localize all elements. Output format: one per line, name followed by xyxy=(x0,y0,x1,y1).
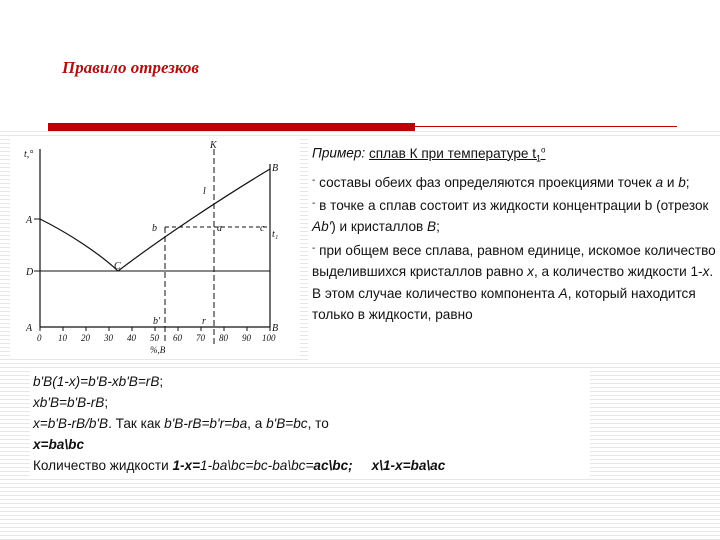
bullet-dash: - xyxy=(312,174,316,186)
conclusion-text: В этом случае количество компонента xyxy=(312,285,559,301)
formula-1 xyxy=(30,371,590,392)
x-tick-label: 60 xyxy=(173,333,182,343)
bullet-1-b: b xyxy=(678,174,686,190)
bullet-2-seg: Ab' xyxy=(312,219,332,235)
bullet-3-end: . xyxy=(709,264,714,280)
example-heading xyxy=(308,139,720,170)
bullet-3-x: x xyxy=(527,264,534,280)
formula-4 xyxy=(30,434,590,455)
bullet-2-mid: ) и кристаллов xyxy=(331,219,428,235)
x-tick-label: 30 xyxy=(104,333,113,343)
label-C: C xyxy=(114,261,121,272)
formula-2-expr: xb'B=b'B-rB xyxy=(33,395,105,410)
label-l: l xyxy=(203,186,206,197)
example-prefix: Пример: xyxy=(312,145,366,161)
conclusion-line xyxy=(308,283,720,326)
label-A-bottom: A xyxy=(26,323,33,334)
conclusion-A: A xyxy=(558,285,568,301)
bullet-1-text: составы обеих фаз определяются проекциями точек xyxy=(315,174,656,190)
formula-5 xyxy=(30,455,590,476)
formula-5-b: 1-ba\bc=bc-ba\bc= xyxy=(200,458,314,473)
x-unit-label: %,B xyxy=(150,345,166,355)
formula-3-e: , то xyxy=(307,416,329,431)
formula-5-label: Количество жидкости xyxy=(33,458,173,473)
formula-3-mid: . Так как xyxy=(108,416,165,431)
x-tick-label: 100 xyxy=(262,333,276,343)
slide-title: Правило отрезков xyxy=(62,58,199,77)
formula-3-c: , а xyxy=(247,416,267,431)
x-tick-label: 40 xyxy=(127,333,136,343)
label-a: a xyxy=(217,223,222,234)
formula-3-b: b'B-rB=b'r=ba xyxy=(164,416,248,431)
label-c: c xyxy=(260,223,265,234)
formula-5-d: x\1-x=ba\ac xyxy=(371,458,446,473)
label-r: r xyxy=(202,316,206,327)
title-accent-line xyxy=(415,126,677,127)
bullet-1-a: a xyxy=(655,174,664,190)
y-axis-label: t,° xyxy=(24,149,34,160)
label-A: A xyxy=(26,215,33,226)
example-heading-sup: o xyxy=(541,145,546,154)
bullet-dash: - xyxy=(312,198,316,210)
x-tick-label: 80 xyxy=(219,333,228,343)
label-B: B xyxy=(272,163,279,174)
x-tick-label: 70 xyxy=(196,333,205,343)
liquidus-right xyxy=(118,169,270,271)
formula-5-c: ac\bc; xyxy=(313,458,353,473)
bullet-3-mid: , а количество жидкости 1- xyxy=(533,264,703,280)
example-text-box xyxy=(308,139,720,361)
formula-5-gap xyxy=(353,458,372,473)
label-b: b xyxy=(152,223,157,234)
label-t1: t₁ xyxy=(272,229,279,240)
formula-2-end: ; xyxy=(104,395,109,410)
bullet-2-end: ; xyxy=(436,219,440,235)
title-accent-bar xyxy=(48,123,415,131)
x-tick-label: 0 xyxy=(37,333,42,343)
formula-1-expr: b'B(1-x)=b'B-xb'B=rB xyxy=(33,374,160,389)
x-tick-label: 10 xyxy=(58,333,67,343)
example-heading-text xyxy=(368,145,546,164)
x-tick-label: 20 xyxy=(81,333,90,343)
formula-1-end: ; xyxy=(159,374,164,389)
bullet-1-mid: и xyxy=(663,174,679,190)
bullet-2-text: в точке а сплав состоит из жидкости концентрации b (отрезок xyxy=(315,198,709,214)
label-B-bottom: B xyxy=(272,323,279,334)
bullet-2-B: B xyxy=(427,219,437,235)
x-tick-labels xyxy=(37,333,276,343)
x-tick-label: 50 xyxy=(150,333,159,343)
formula-3 xyxy=(30,413,590,434)
x-tick-marks xyxy=(40,327,270,331)
example-heading-sub: 1 xyxy=(536,153,542,164)
bullet-1 xyxy=(308,170,720,193)
example-heading-main: сплав К при температуре t xyxy=(368,145,537,161)
bullet-1-end: ; xyxy=(685,174,690,190)
formula-3-d: b'B=bc xyxy=(266,416,308,431)
bullet-dash: - xyxy=(312,242,316,254)
label-K: K xyxy=(210,140,217,151)
formula-3-expr: x=b'B-rB/b'B xyxy=(33,416,109,431)
liquidus-left xyxy=(40,219,118,271)
conclusion-end: , который находится только в жидкости, равно xyxy=(312,285,696,323)
bullet-3-text: при общем весе сплава, равном единице, искомое количество выделившихся кристаллов равно xyxy=(312,242,716,280)
bullet-3-x2: x xyxy=(702,264,710,280)
label-b-prime: b' xyxy=(153,316,161,327)
formula-4-expr: x=ba\bc xyxy=(33,437,85,452)
formula-5-a: 1-x= xyxy=(172,458,201,473)
x-tick-label: 90 xyxy=(242,333,251,343)
bullet-2 xyxy=(308,193,720,238)
formula-2 xyxy=(30,392,590,413)
formula-box xyxy=(30,371,590,479)
phase-diagram-svg xyxy=(10,139,300,356)
phase-diagram xyxy=(10,139,300,356)
label-D: D xyxy=(26,267,34,278)
bullet-3 xyxy=(308,238,720,283)
